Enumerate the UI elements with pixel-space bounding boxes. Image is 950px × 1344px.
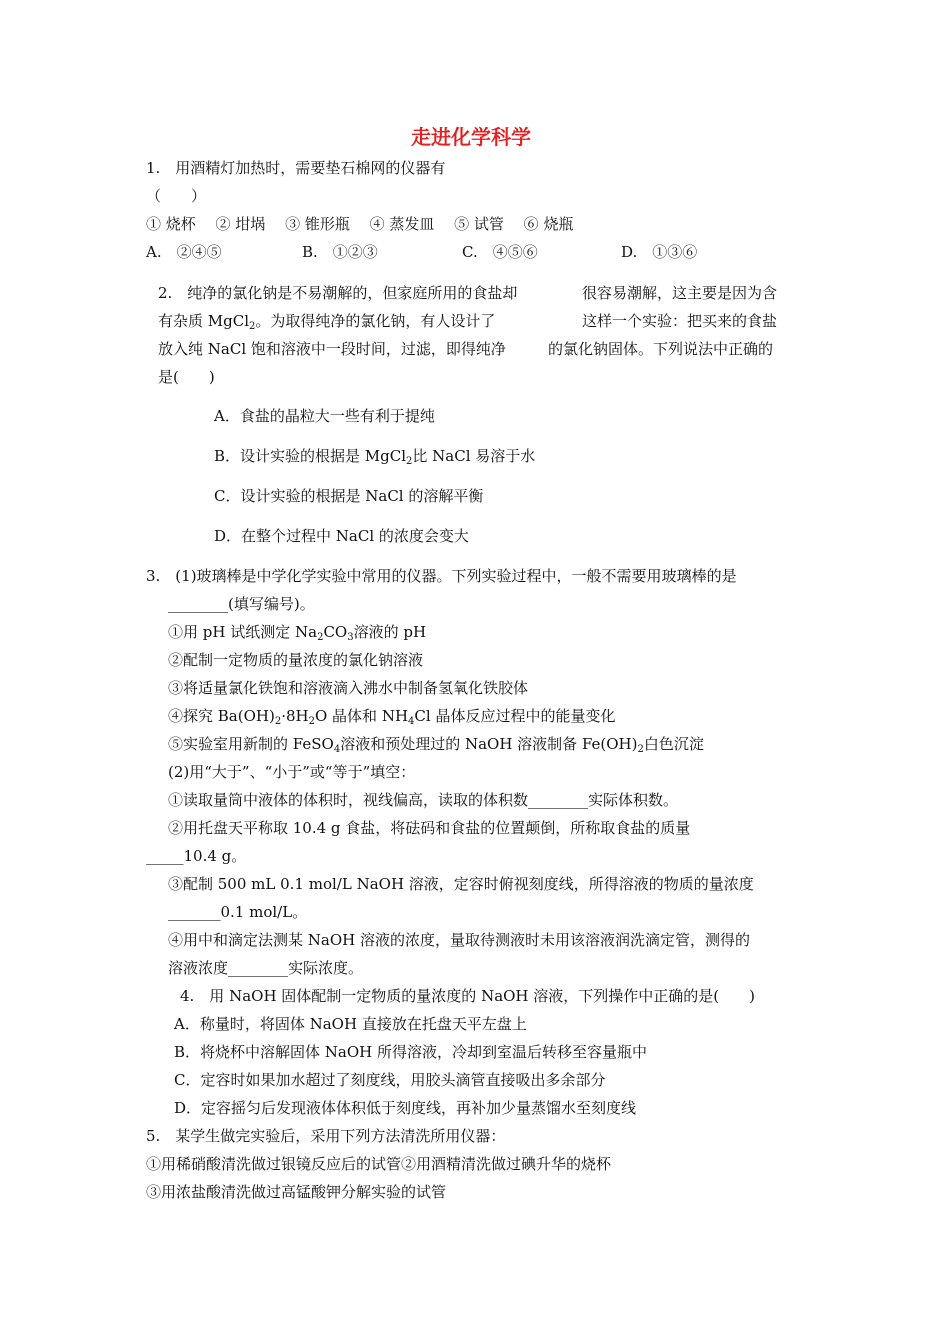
q3-fill-1: ①读取量筒中液体的体积时，视线偏高，读取的体积数________实际体积数。 — [168, 791, 679, 809]
q3-part2-intro: (2)用“大于”、“小于”或“等于”填空： — [168, 763, 416, 781]
q3-fill-2a: ②用托盘天平称取 10.4 g 食盐，将砝码和食盐的位置颠倒，所称取食盐的质量 — [168, 819, 691, 837]
q4-option-a: A．称量时，将固体 NaOH 直接放在托盘天平左盘上 — [174, 1015, 527, 1033]
q2-line1-b: 很容易潮解，这主要是因为含 — [582, 284, 778, 302]
q3-fill-3a: ③配制 500 mL 0.1 mol/L NaOH 溶液，定容时俯视刻度线，所得溶液的物质的量浓度 — [168, 875, 754, 893]
q3-item-5: ⑤实验室用新制的 FeSO$_4$溶液和预处理过的 NaOH 溶液制备 $Fe(OH)_2$白色沉淀 — [168, 735, 704, 755]
q2-option-b: B．设计实验的根据是 MgCl$_2$比 NaCl 易溶于水 — [214, 447, 536, 467]
q3-fill-3b: _______0.1 mol/L。 — [168, 903, 308, 921]
q2-option-a: A．食盐的晶粒大一些有利于提纯 — [214, 407, 435, 425]
q2-line4: 是( ) — [158, 368, 215, 386]
q4-option-b: B．将烧杯中溶解固体 NaOH 所得溶液，冷却到室温后转移至容量瓶中 — [174, 1043, 648, 1061]
q5-line-1: ①用稀硝酸清洗做过银镜反应后的试管②用酒精清洗做过碘升华的烧杯 — [146, 1155, 612, 1173]
q3-item-2: ②配制一定物质的量浓度的氯化钠溶液 — [168, 651, 424, 669]
q2-option-d: D．在整个过程中 NaCl 的浓度会变大 — [214, 527, 469, 545]
page-title: 走进化学科学 — [411, 125, 531, 149]
q5-line-2: ③用浓盐酸清洗做过高锰酸钾分解实验的试管 — [146, 1183, 447, 1201]
q1-option-d: D. ①③⑥ — [621, 243, 698, 261]
q3-fill-2b: _____10.4 g。 — [146, 847, 247, 865]
q3-fill-4b: 溶液浓度________实际浓度。 — [168, 959, 364, 977]
q2-line3-b: 的氯化钠固体。下列说法中正确的 — [548, 340, 774, 358]
q2-line2-c: 这样一个实验：把买来的食盐 — [582, 312, 778, 330]
q3-item-3: ③将适量氯化铁饱和溶液滴入沸水中制备氢氧化铁胶体 — [168, 679, 529, 697]
q2-option-c: C．设计实验的根据是 NaCl 的溶解平衡 — [214, 487, 484, 505]
q2-line3-a: 放入纯 NaCl 饱和溶液中一段时间，过滤，即得纯净 — [158, 340, 506, 358]
q3-line2: ________(填写编号)。 — [168, 595, 315, 613]
q3-line1: 3. (1)玻璃棒是中学化学实验中常用的仪器。下列实验过程中，一般不需要用玻璃棒的是 — [146, 567, 737, 585]
q1-stem: 1. 用酒精灯加热时，需要垫石棉网的仪器有 — [146, 159, 446, 177]
q3-fill-4a: ④用中和滴定法测某 NaOH 溶液的浓度，量取待测液时未用该溶液润洗滴定管，测得的 — [168, 931, 750, 949]
q4-option-d: D．定容摇匀后发现液体体积低于刻度线，再补加少量蒸馏水至刻度线 — [174, 1099, 637, 1117]
q1-answer-paren: （ ） — [146, 187, 207, 205]
q4-stem: 4. 用 NaOH 固体配制一定物质的量浓度的 NaOH 溶液，下列操作中正确的是( ) — [180, 987, 755, 1005]
q2-line1-a: 2. 纯净的氯化钠是不易潮解的，但家庭所用的食盐却 — [158, 284, 518, 302]
q1-option-a: A. ②④⑤ — [146, 243, 222, 261]
q1-option-b: B. ①②③ — [302, 243, 378, 261]
q3-item-4: ④探究 $Ba(OH)_2\cdot 8H_2O$ 晶体和 $NH_4Cl$ 晶体反应过程中的能量变化 — [168, 707, 616, 727]
q3-item-1: ①用 pH 试纸测定 $Na_2CO_3$溶液的 pH — [168, 623, 427, 643]
q4-option-c: C．定容时如果加水超过了刻度线，用胶头滴管直接吸出多余部分 — [174, 1071, 606, 1089]
q5-stem: 5. 某学生做完实验后，采用下列方法清洗所用仪器： — [146, 1127, 506, 1145]
q2-line2-a: 有杂质 MgCl$_2$。为取得纯净的氯化钠，有人设计了 — [158, 312, 496, 332]
q1-option-c: C. ④⑤⑥ — [462, 243, 538, 261]
q1-items: ① 烧杯 ② 坩埚 ③ 锥形瓶 ④ 蒸发皿 ⑤ 试管 ⑥ 烧瓶 — [146, 215, 574, 233]
